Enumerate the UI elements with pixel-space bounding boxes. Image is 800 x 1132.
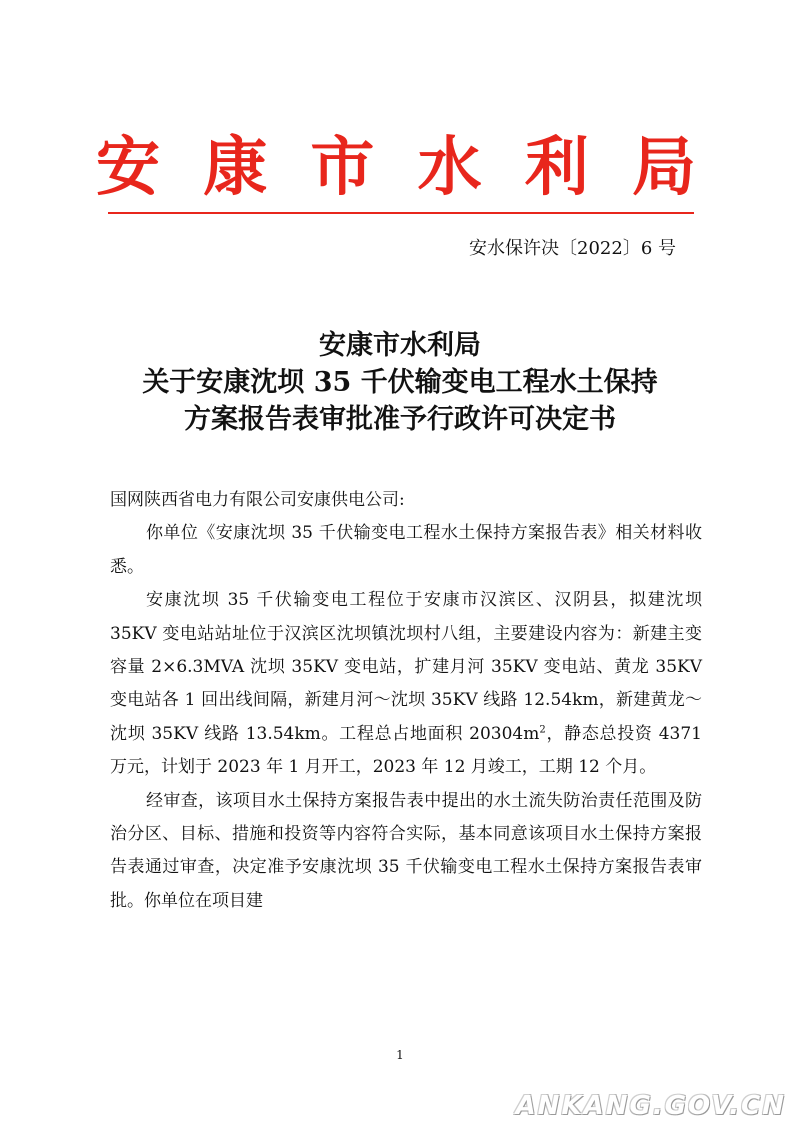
title-line-2: 关于安康沈坝 35 千伏输变电工程水土保持 <box>142 367 658 398</box>
paragraph-2 <box>110 584 702 784</box>
header-char: 康 <box>203 130 268 205</box>
red-divider-line <box>108 212 694 214</box>
addressee: 国网陕西省电力有限公司安康供电公司: <box>110 490 405 510</box>
issuing-authority-header <box>96 130 696 206</box>
paragraph-2-part-a: 安康沈坝 35 千伏输变电工程位于安康市汉滨区、汉阴县，拟建沈坝 35KV 变电站站址位于汉滨区沈坝镇沈坝村八组，主要建设内容为：新建主变容量 2×6.3MVA 沈坝 35KV 变电站，扩建月河 35KV 变电站、黄龙 35KV 变电站各 1 回出线间隔，新建月河～沈坝 35KV 线路 12.54km，新建黄龙～沈坝 35KV 线路 13.54km。工程总占地面积 20304m <box>110 590 702 744</box>
site-watermark: ANKANG.GOV.CN <box>515 1091 786 1121</box>
header-char: 利 <box>524 130 589 205</box>
header-char: 安 <box>96 130 160 205</box>
title-line-1: 安康市水利局 <box>319 330 481 361</box>
document-body <box>110 484 702 918</box>
document-title <box>0 327 800 438</box>
paragraph-3: 经审查，该项目水土保持方案报告表中提出的水土流失防治责任范围及防治分区、目标、措施和投资等内容符合实际，基本同意该项目水土保持方案报告表通过审查，决定准予安康沈坝 35 千伏输变电工程水土保持方案报告表审批。你单位在项目建 <box>110 790 702 911</box>
document-number: 安水保许决〔2022〕6 号 <box>469 238 676 259</box>
header-char: 市 <box>310 130 375 205</box>
paragraph-1: 你单位《安康沈坝 35 千伏输变电工程水土保持方案报告表》相关材料收悉。 <box>110 523 702 577</box>
paragraph-2-part-b: ，静态总投资 4371 万元，计划于 2023 年 1 月开工，2023 年 12 月竣工，工期 12 个月。 <box>110 723 702 778</box>
header-char: 水 <box>417 130 482 205</box>
page-number: 1 <box>396 1048 404 1062</box>
area-unit-superscript: 2 <box>539 724 546 736</box>
title-line-3: 方案报告表审批准予行政许可决定书 <box>184 404 616 435</box>
header-char: 局 <box>631 130 696 205</box>
